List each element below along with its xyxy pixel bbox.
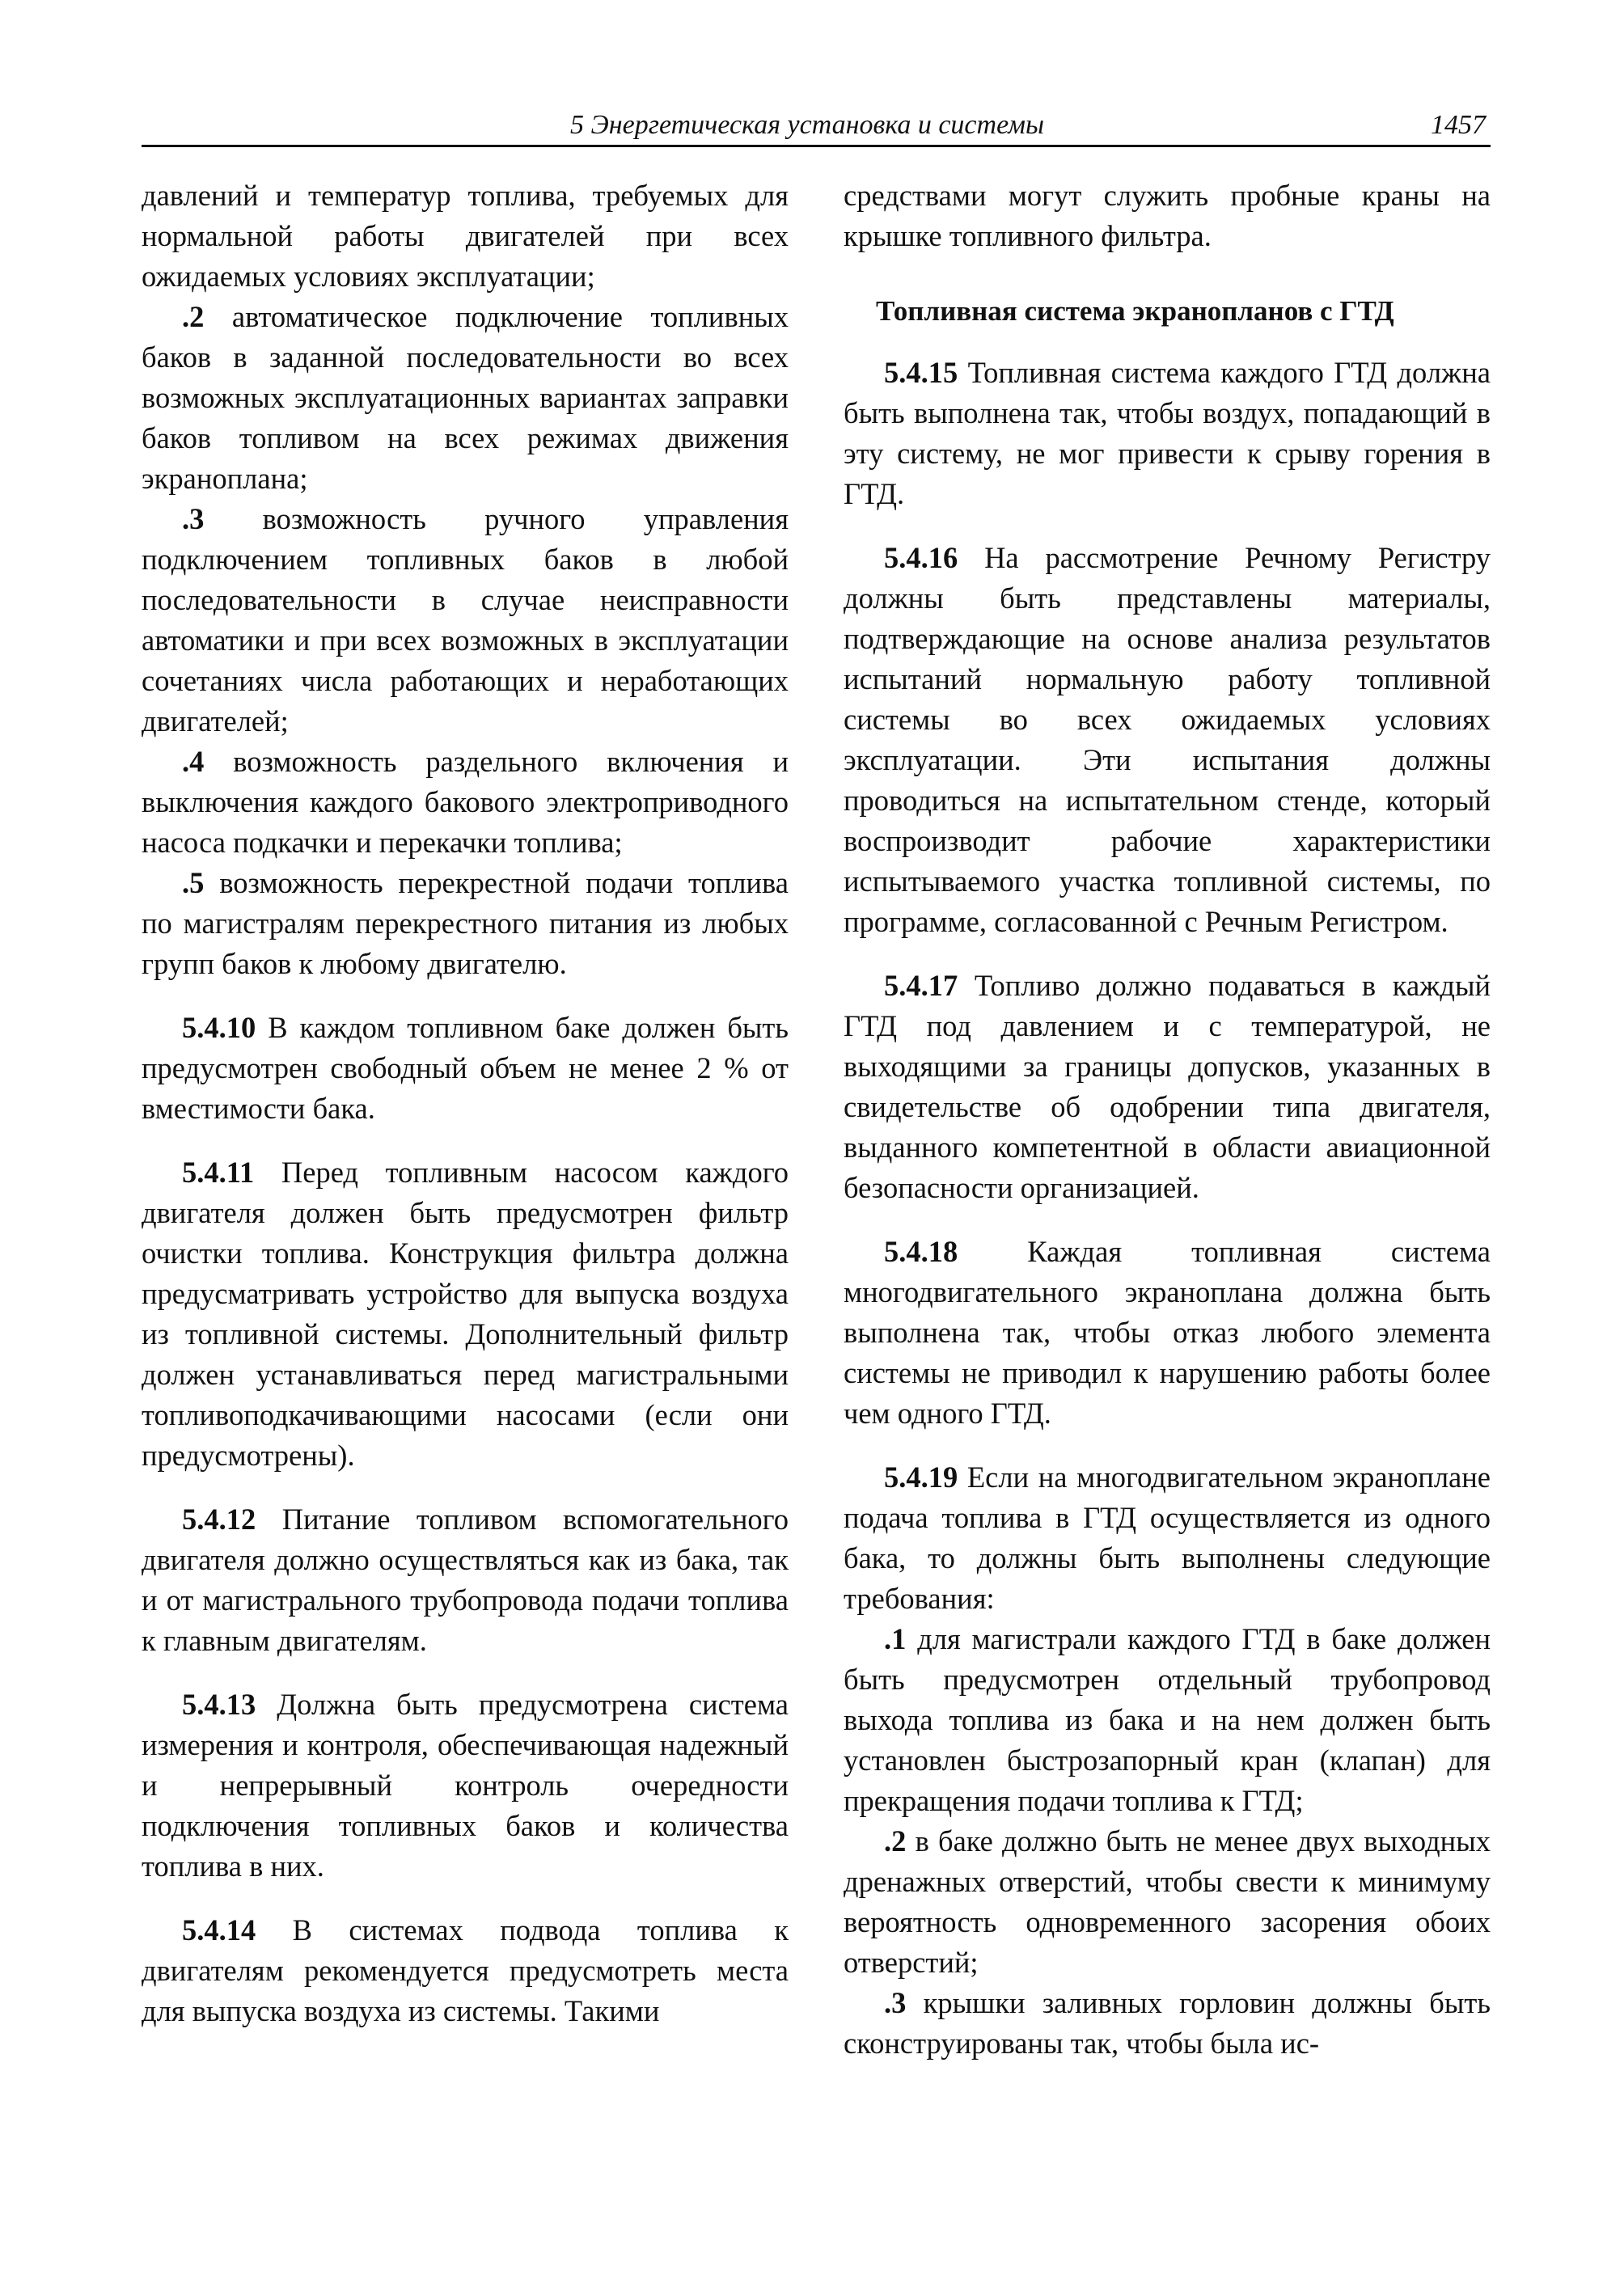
section-number: 5.4.13: [182, 1688, 256, 1721]
list-item: [844, 1821, 1491, 1983]
section-number: 5.4.19: [884, 1460, 958, 1494]
section-number: 5.4.17: [884, 969, 958, 1002]
left-column: [142, 175, 789, 2031]
section-text: На рассмотрение Речному Регистру должны быть представлены материалы, подтверждающие на основе анализа результатов испытаний нормальную работу топливной системы во всех ожидаемых условиях эксплуатации. Эти испытания должны проводиться на испытательном стенде, который воспроизводит рабочие характеристики испытываемого участка топливной системы, по программе, согласованной с Речным Регистром.: [844, 541, 1491, 938]
list-item: [142, 499, 789, 742]
section-text: Каждая топливная система многодвигательного экраноплана должна быть выполнена так, чтобы отказ любого элемента системы не приводил к нарушению работы более чем одного ГТД.: [844, 1235, 1491, 1430]
paragraph: давлений и температур топлива, требуемых для нормальной работы двигателей при всех ожидаемых условиях эксплуатации;: [142, 179, 789, 293]
section-heading: Топливная система экранопланов с ГТД: [876, 295, 1394, 327]
list-item: [142, 742, 789, 863]
item-text: для магистрали каждого ГТД в баке должен быть предусмотрен отдельный трубопровод выхода топлива из бака и на нем должен быть установлен быстрозапорный кран (клапан) для прекращения подачи топлива к ГТД;: [844, 1622, 1491, 1817]
item-text: возможность ручного управления подключением топливных баков в любой последовательности в случае неисправности автоматики и при всех возможных в эксплуатации сочетаниях числа работающих и неработающих двигателей;: [142, 502, 789, 738]
section-paragraph: [142, 1684, 789, 1887]
section-number: 5.4.18: [884, 1235, 958, 1268]
section-text: Если на многодвигательном экраноплане подача топлива в ГТД осуществляется из одного бака, то должны быть выполнены следующие требования:: [844, 1460, 1491, 1615]
item-number: .2: [182, 300, 205, 333]
section-paragraph: [142, 1152, 789, 1476]
section-paragraph: [844, 538, 1491, 942]
section-paragraph: [142, 1499, 789, 1661]
section-text: Топливная система каждого ГТД должна быть выполнена так, чтобы воздух, попадающий в эту систему, не мог привести к срыву горения в ГТД.: [844, 356, 1491, 510]
section-number: 5.4.14: [182, 1913, 256, 1947]
section-paragraph: [844, 1457, 1491, 1619]
section-text: В системах подвода топлива к двигателям рекомендуется предусмотреть места для выпуска воздуха из системы. Такими: [142, 1913, 789, 2027]
list-item: [142, 297, 789, 499]
item-text: крышки заливных горловин должны быть сконструированы так, чтобы была ис-: [844, 1986, 1491, 2060]
page-header: [142, 109, 1491, 147]
section-text: Перед топливным насосом каждого двигателя должен быть предусмотрен фильтр очистки топлива. Конструкция фильтра должна предусматривать устройство для выпуска воздуха из топливной системы. Дополнительный фильтр должен устанавливаться перед магистральными топливоподкачивающими насосами (если они предусмотрены).: [142, 1156, 789, 1472]
item-text: возможность раздельного включения и выключения каждого бакового электроприводного насоса подкачки и перекачки топлива;: [142, 745, 789, 859]
item-text: возможность перекрестной подачи топлива по магистралям перекрестного питания из любых групп баков к любому двигателю.: [142, 866, 789, 980]
list-item: [844, 1619, 1491, 1821]
item-number: .4: [182, 745, 205, 778]
section-number: 5.4.16: [884, 541, 958, 574]
section-paragraph: [844, 1232, 1491, 1434]
section-text: Питание топливом вспомогательного двигателя должно осуществляться как из бака, так и от магистрального трубопровода подачи топлива к главным двигателям.: [142, 1503, 789, 1657]
page-number: 1457: [1431, 110, 1486, 140]
item-text: в баке должно быть не менее двух выходных дренажных отверстий, чтобы свести к минимуму вероятность одновременного засорения обоих отверстий;: [844, 1824, 1491, 1979]
item-number: .2: [884, 1824, 907, 1858]
list-item: [142, 863, 789, 984]
item-number: .1: [884, 1622, 907, 1655]
section-number: 5.4.15: [884, 356, 958, 389]
section-text: Должна быть предусмотрена система измерения и контроля, обеспечивающая надежный и непрерывный контроль очередности подключения топливных баков и количества топлива в них.: [142, 1688, 789, 1883]
item-number: .3: [884, 1986, 907, 2019]
section-number: 5.4.10: [182, 1011, 256, 1044]
section-text: В каждом топливном баке должен быть предусмотрен свободный объем не менее 2 % от вместимости бака.: [142, 1011, 789, 1125]
section-number: 5.4.11: [182, 1156, 255, 1189]
item-number: .5: [182, 866, 205, 899]
item-text: автоматическое подключение топливных баков в заданной последовательности во всех возможных эксплуатационных вариантах заправки баков топливом на всех режимах движения экраноплана;: [142, 300, 789, 495]
section-paragraph: [142, 1910, 789, 2031]
section-number: 5.4.12: [182, 1503, 256, 1536]
section-paragraph: [844, 966, 1491, 1208]
section-paragraph: [844, 353, 1491, 514]
item-number: .3: [182, 502, 205, 535]
list-item: [844, 1983, 1491, 2064]
running-title: 5 Энергетическая установка и системы: [570, 110, 1045, 140]
section-paragraph: [142, 1008, 789, 1129]
right-column: [844, 175, 1491, 2064]
paragraph: средствами могут служить пробные краны на крышке топливного фильтра.: [844, 179, 1491, 252]
section-text: Топливо должно подаваться в каждый ГТД под давлением и с температурой, не выходящими за границы допусков, указанных в свидетельстве об одобрении типа двигателя, выданного компетентной в области авиационной безопасности организацией.: [844, 969, 1491, 1204]
